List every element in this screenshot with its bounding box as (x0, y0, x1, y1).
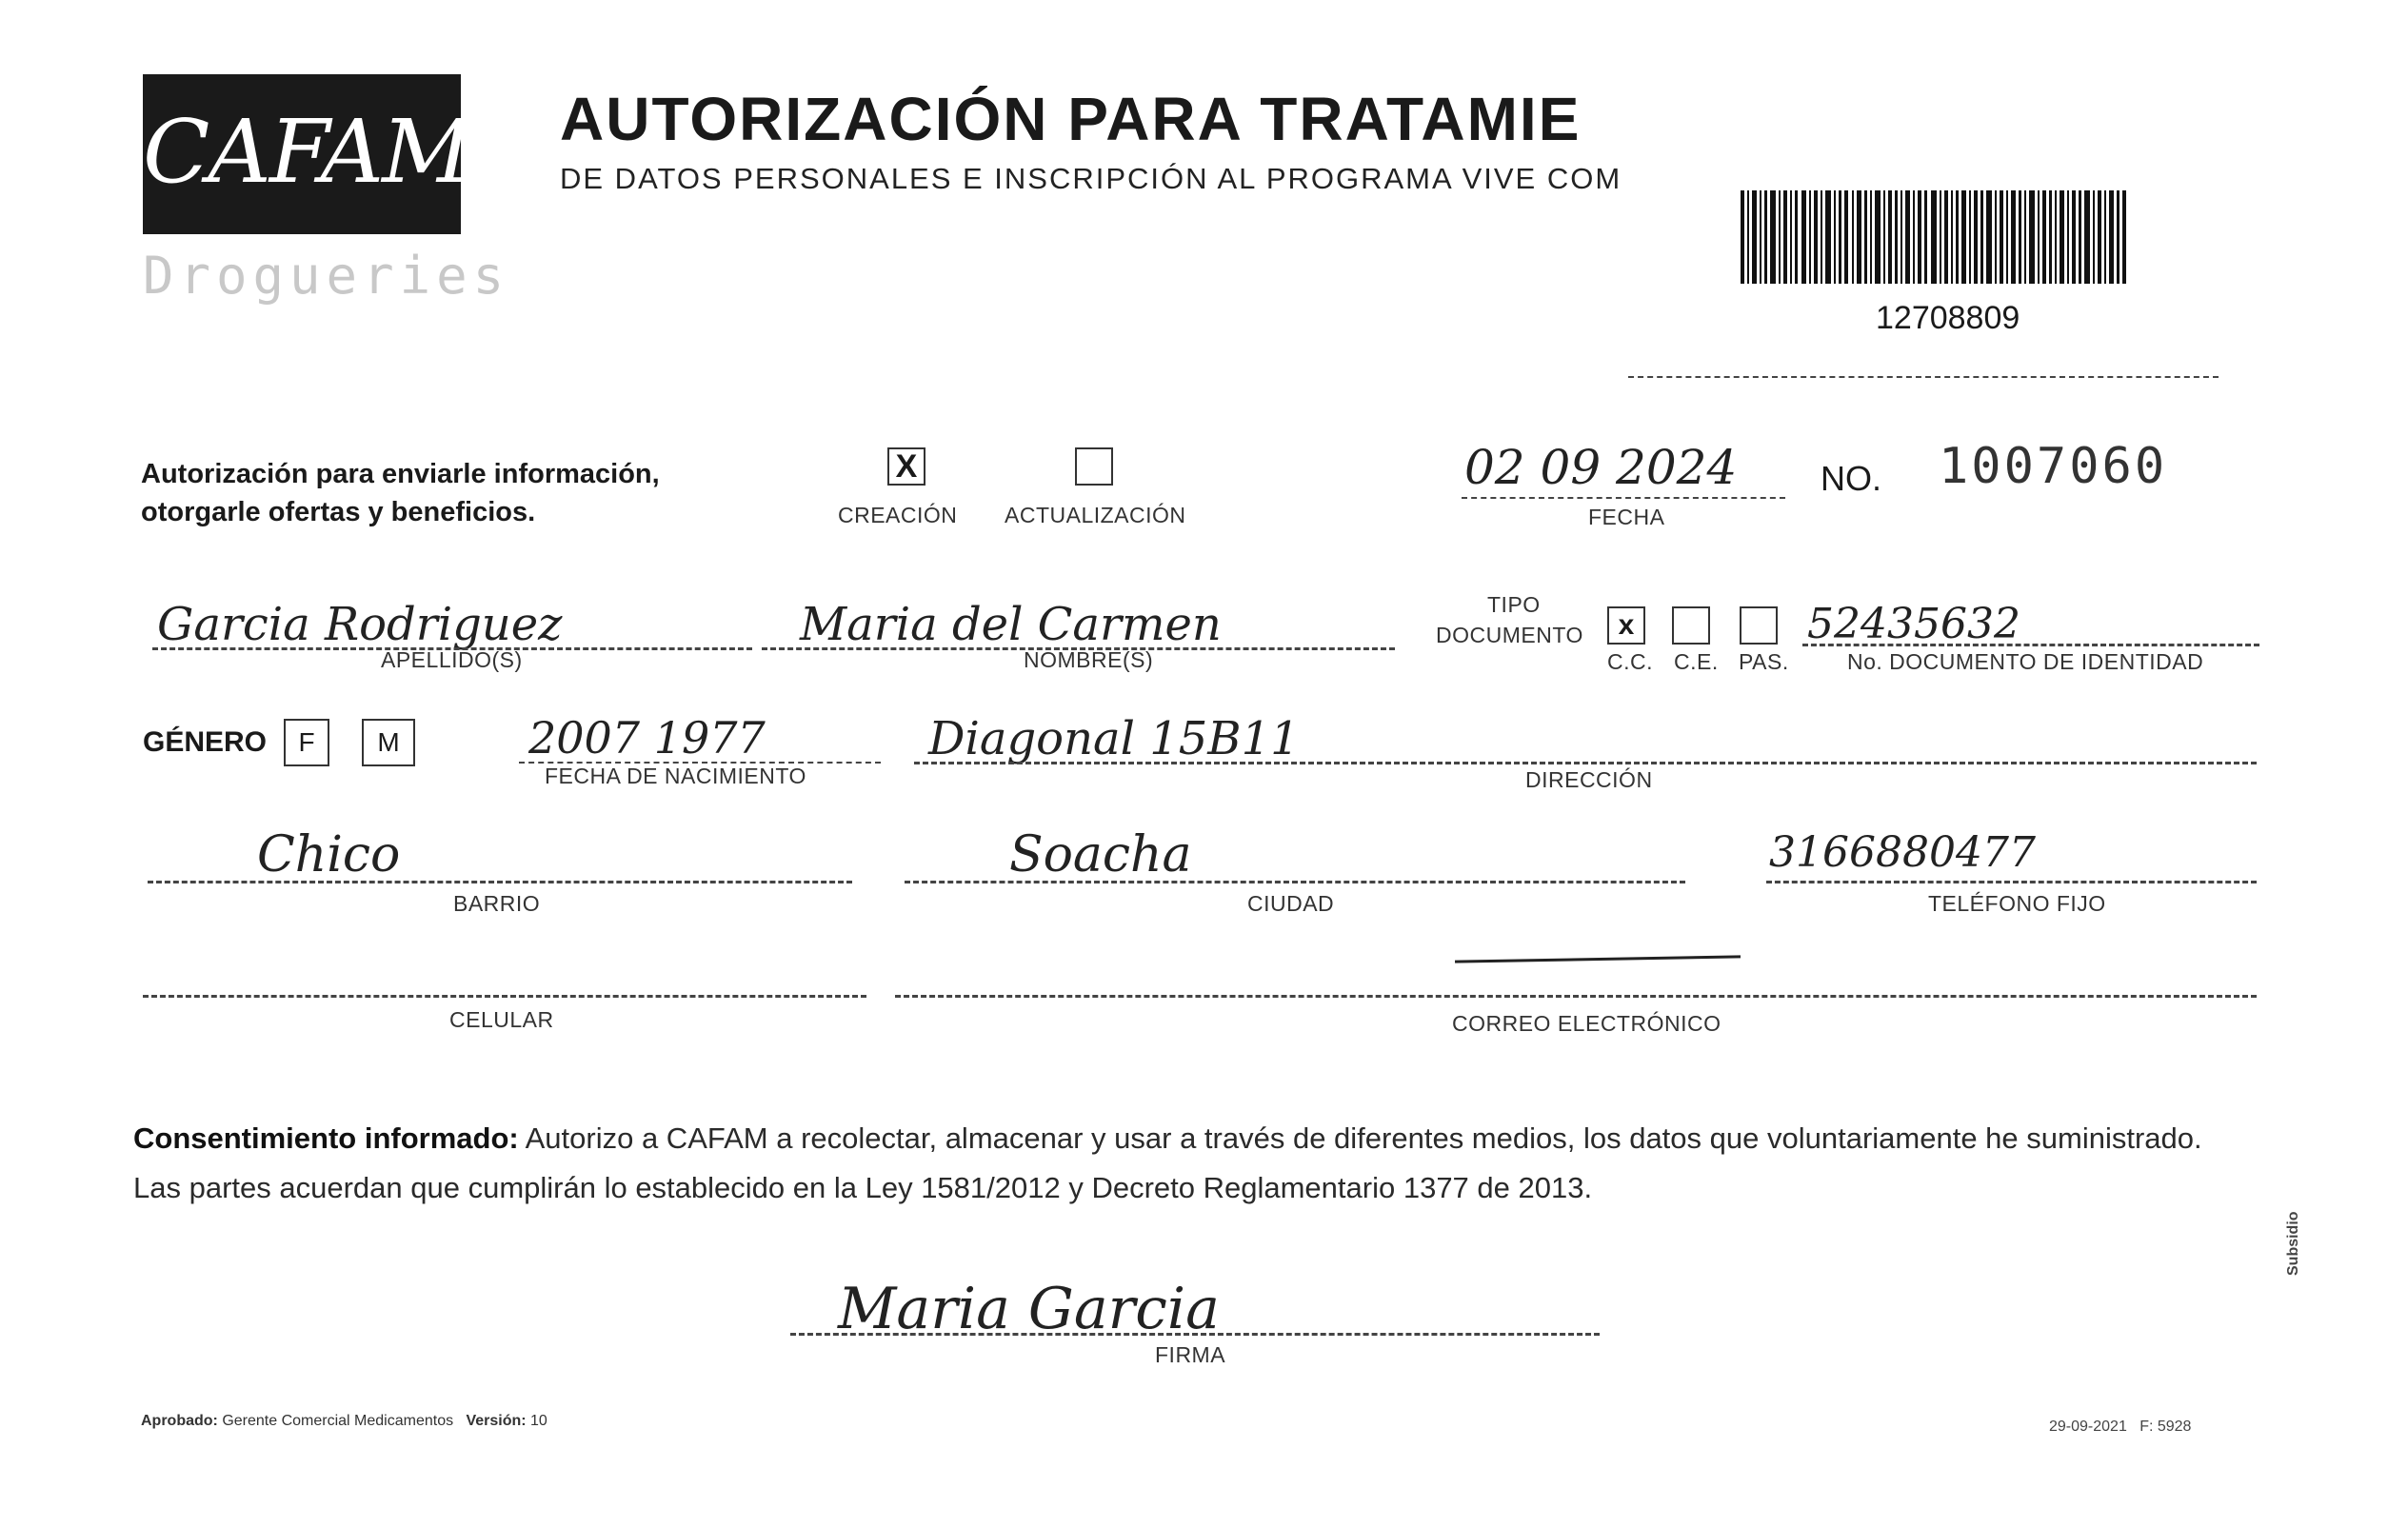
numero-label: NO. (1821, 459, 1882, 498)
ce-label: C.E. (1674, 649, 1719, 674)
actualizacion-label: ACTUALIZACIÓN (1005, 503, 1186, 527)
version-label: Versión: (466, 1413, 527, 1429)
genero-label: GÉNERO (143, 726, 268, 758)
nombres-value: Maria del Carmen (800, 598, 1222, 651)
document-title: AUTORIZACIÓN PARA TRATAMIE (560, 85, 1582, 153)
telefono-line (1766, 881, 2257, 883)
document-subtitle: DE DATOS PERSONALES E INSCRIPCIÓN AL PROGRAMA VIVE COM (560, 162, 1622, 195)
side-text: Subsidio (2285, 1211, 2301, 1276)
cc-label: C.C. (1607, 649, 1653, 674)
logo-text: CAFAM (143, 101, 470, 203)
telefono-label: TELÉFONO FIJO (1928, 891, 2106, 916)
aprobado-label: Aprobado: (141, 1413, 218, 1429)
aprobado-value: Gerente Comercial Medicamentos (222, 1413, 454, 1429)
documento-line (1802, 644, 2259, 646)
footer-left (141, 1413, 547, 1430)
firma-value: Maria Garcia (838, 1276, 1220, 1342)
creacion-mark: X (895, 448, 918, 485)
nacimiento-value: 2007 1977 (528, 712, 766, 764)
correo-label: CORREO ELECTRÓNICO (1452, 1011, 1721, 1036)
nacimiento-label: FECHA DE NACIMIENTO (545, 764, 806, 788)
fecha-label: FECHA (1588, 505, 1665, 529)
genero-f-box[interactable] (284, 719, 329, 766)
consent-text-2: Las partes acuerdan que cumplirán lo establecido en la Ley 1581/2012 y Decreto Reglamentario 1377 de 2013. (133, 1171, 1593, 1204)
celular-line (143, 995, 866, 998)
form-code: F: 5928 (2139, 1419, 2192, 1435)
direccion-line (914, 762, 2257, 764)
creacion-label: CREACIÓN (838, 503, 958, 527)
firma-line (790, 1333, 1600, 1336)
documento-label: No. DOCUMENTO DE IDENTIDAD (1847, 649, 2204, 674)
correo-stroke (1455, 955, 1741, 962)
version-value: 10 (530, 1413, 547, 1429)
direccion-value: Diagonal 15B11 (928, 712, 1300, 765)
barcode-number: 12708809 (1876, 300, 2020, 336)
consent-text (133, 1114, 2266, 1213)
apellidos-value: Garcia Rodriguez (157, 598, 563, 651)
pas-label: PAS. (1739, 649, 1789, 674)
header-divider (1628, 376, 2219, 378)
direccion-label: DIRECCIÓN (1525, 767, 1653, 792)
intro-line-1: Autorización para enviarle información, (141, 459, 660, 489)
barrio-line (148, 881, 852, 883)
fecha-line (1462, 497, 1785, 499)
barrio-value: Chico (257, 826, 401, 883)
actualizacion-checkbox[interactable] (1075, 447, 1113, 486)
apellidos-label: APELLIDO(S) (381, 647, 523, 672)
footer-date: 29-09-2021 (2049, 1419, 2127, 1435)
logo-box (143, 74, 470, 234)
ce-checkbox[interactable] (1672, 606, 1710, 645)
documento-value: 52435632 (1807, 600, 2020, 648)
pas-checkbox[interactable] (1740, 606, 1778, 645)
ciudad-value: Soacha (1009, 826, 1192, 883)
intro-line-2: otorgarle ofertas y beneficios. (141, 497, 536, 527)
nombres-label: NOMBRE(S) (1024, 647, 1154, 672)
fecha-value: 02 09 2024 (1464, 440, 1738, 495)
tipo-doc-label-2: DOCUMENTO (1436, 623, 1583, 647)
creacion-checkbox[interactable] (887, 447, 925, 486)
footer-right (2049, 1419, 2191, 1436)
telefono-value: 3166880477 (1769, 828, 2036, 877)
genero-m-box[interactable] (362, 719, 415, 766)
ciudad-line (905, 881, 1685, 883)
correo-line (895, 995, 2257, 998)
genero-f-label: F (298, 727, 315, 757)
barrio-label: BARRIO (453, 891, 541, 916)
genero-m-label: M (377, 727, 400, 757)
ciudad-label: CIUDAD (1247, 891, 1335, 916)
consent-heading: Consentimiento informado: (133, 1121, 519, 1155)
celular-label: CELULAR (449, 1007, 554, 1032)
numero-value: 1007060 (1939, 438, 2168, 495)
logo-subtext: Drogueries (143, 246, 510, 306)
tipo-doc-label-1: TIPO (1487, 592, 1541, 617)
consent-text-1: Autorizo a CAFAM a recolectar, almacenar y usar a través de diferentes medios, los datos que voluntariamente he suministrado. (518, 1121, 2202, 1155)
cc-mark: x (1618, 609, 1635, 641)
barcode (1741, 190, 2127, 284)
cc-checkbox[interactable] (1607, 606, 1645, 645)
firma-label: FIRMA (1155, 1342, 1226, 1367)
